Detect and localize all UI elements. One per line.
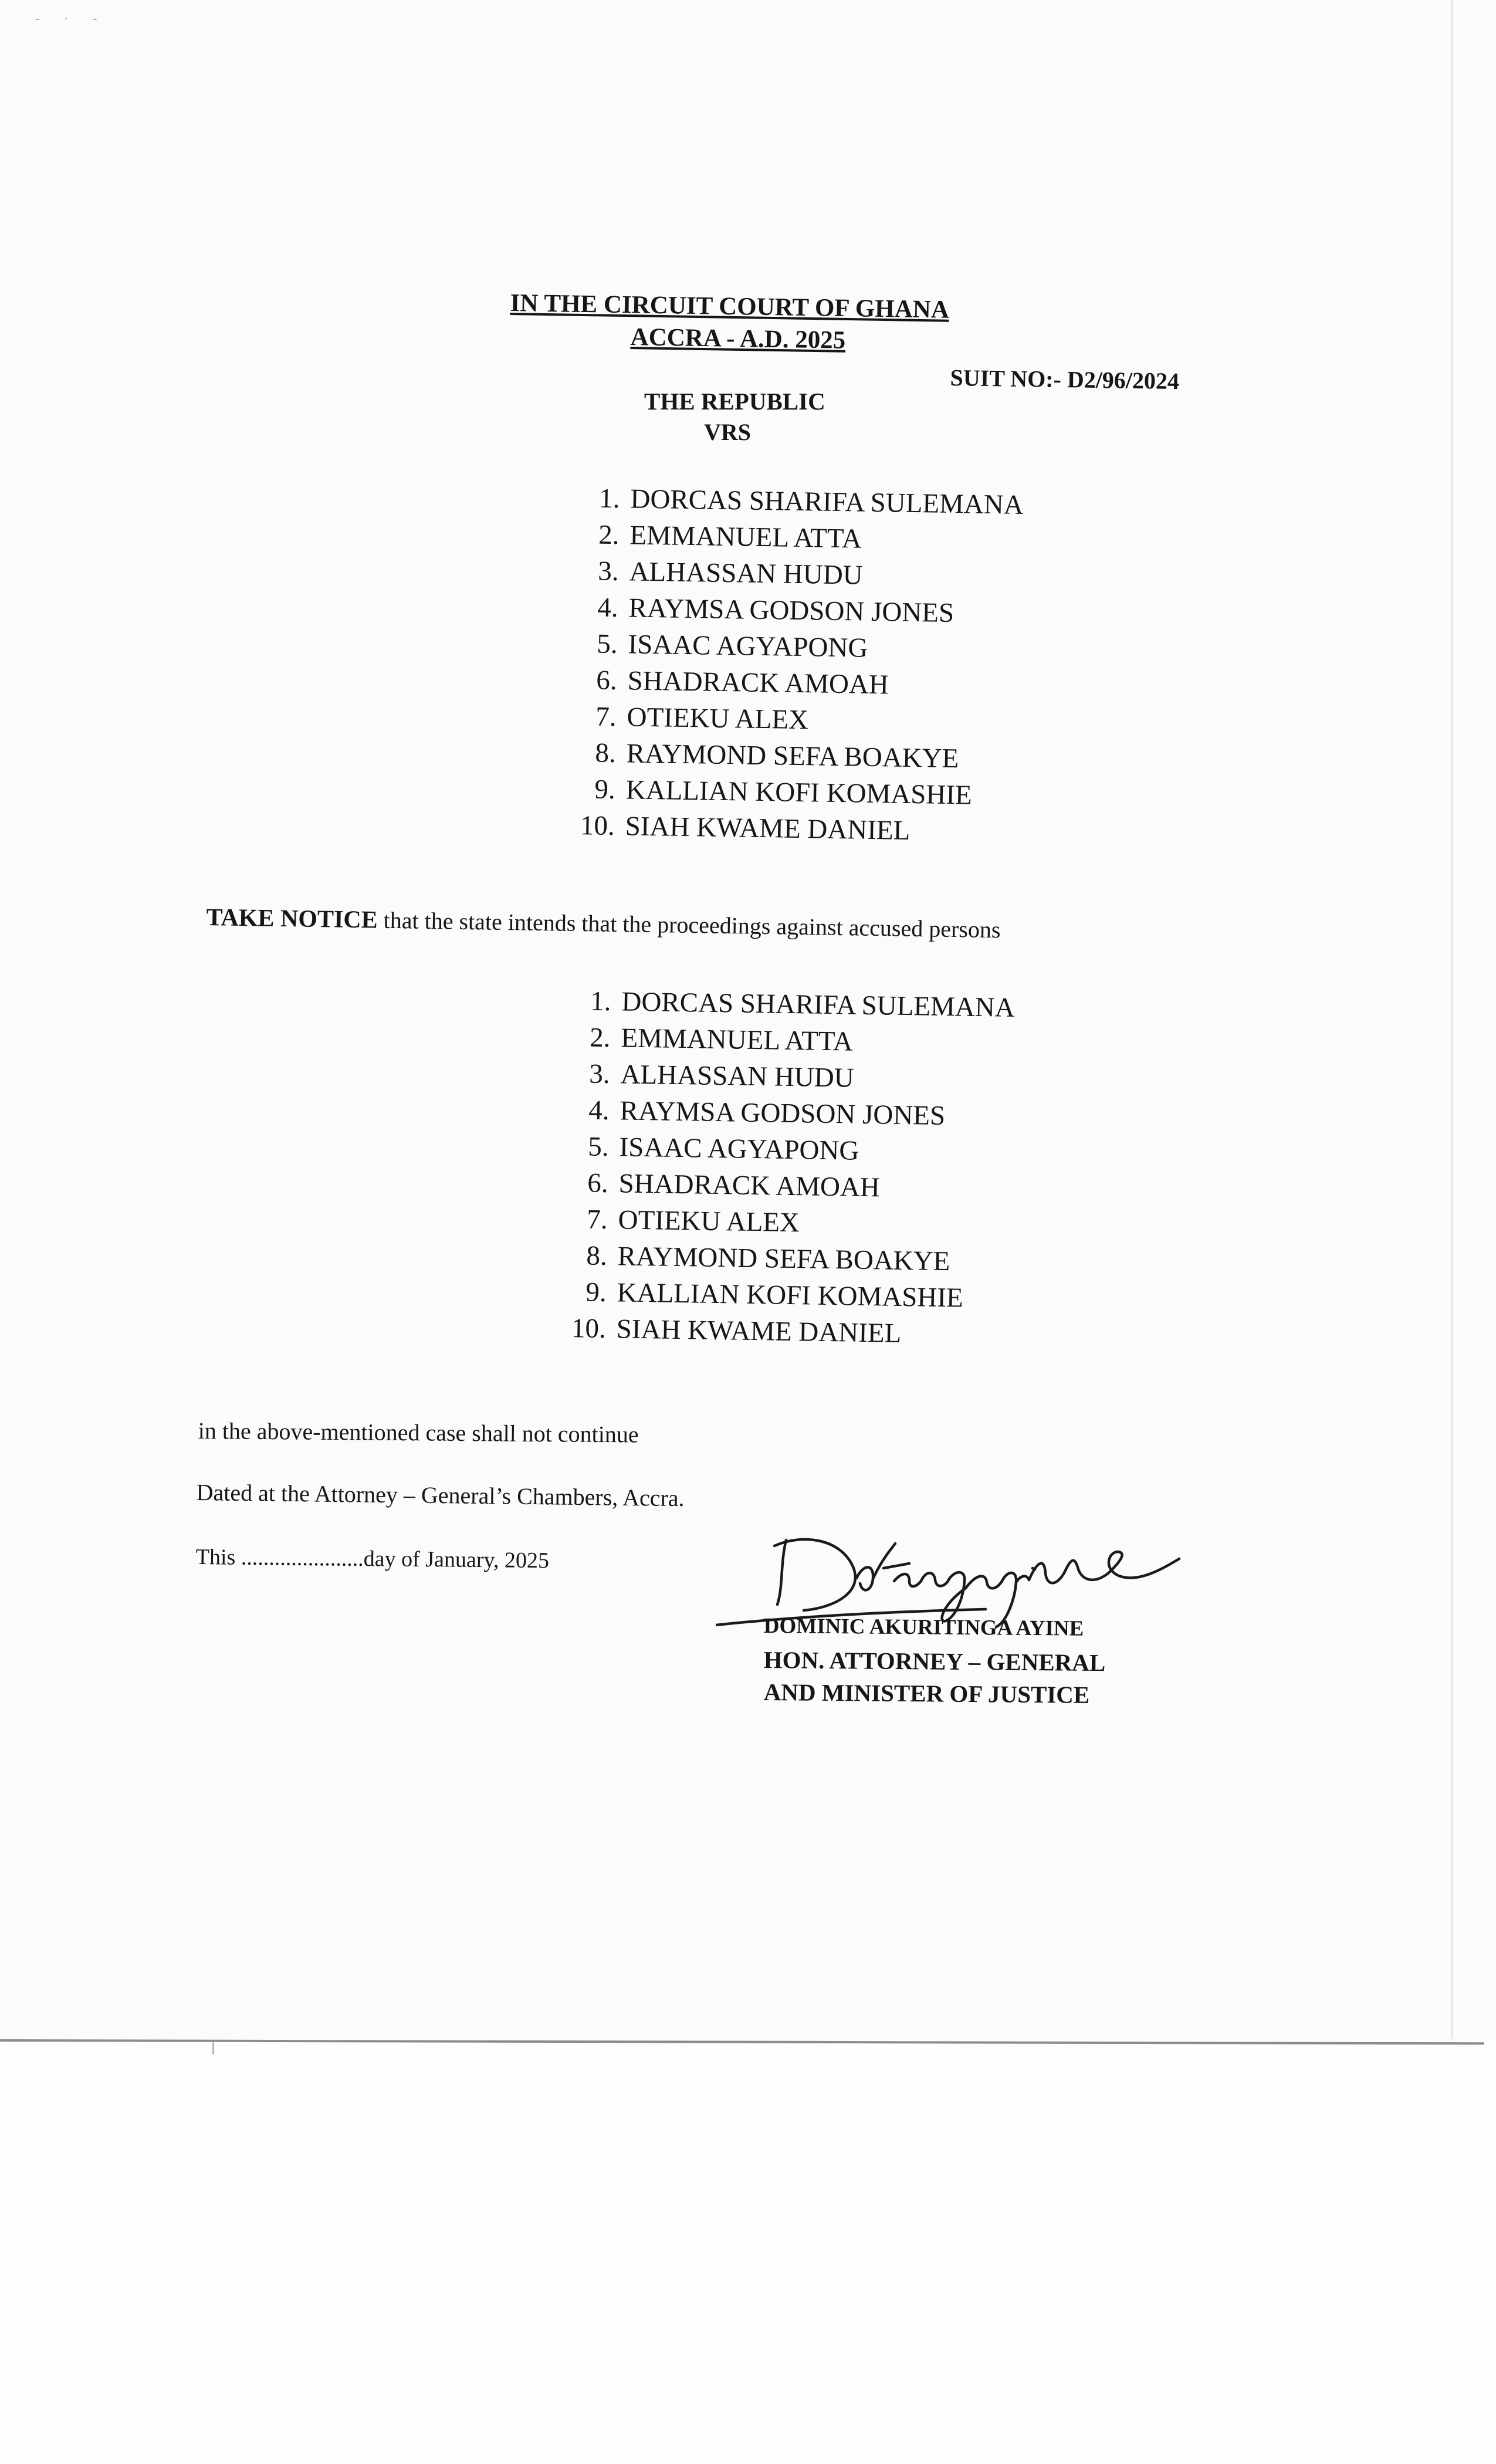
accused-name: EMMANUEL ATTA bbox=[629, 520, 862, 554]
list-item: 4. RAYMSA GODSON JONES bbox=[588, 1095, 946, 1132]
list-item: 9. KALLIAN KOFI KOMASHIE bbox=[585, 1277, 964, 1314]
list-item: 1. DORCAS SHARIFA SULEMANA bbox=[598, 483, 1024, 520]
accused-name: DORCAS SHARIFA SULEMANA bbox=[630, 483, 1024, 520]
plaintiff-name: THE REPUBLIC bbox=[644, 388, 825, 415]
list-item: 6. SHADRACK AMOAH bbox=[595, 665, 889, 700]
signatory-title-line2: AND MINISTER OF JUSTICE bbox=[763, 1678, 1090, 1708]
scan-edge-tick bbox=[212, 2042, 214, 2055]
accused-name: ALHASSAN HUDU bbox=[629, 556, 864, 591]
accused-name: SIAH KWAME DANIEL bbox=[616, 1314, 902, 1349]
accused-name: RAYMOND SEFA BOAKYE bbox=[617, 1241, 950, 1277]
suit-number: SUIT NO:- D2/96/2024 bbox=[950, 364, 1180, 395]
list-item: 8. RAYMOND SEFA BOAKYE bbox=[595, 737, 959, 774]
list-item: 10. SIAH KWAME DANIEL bbox=[571, 1313, 902, 1349]
list-item: 6. SHADRACK AMOAH bbox=[587, 1167, 881, 1203]
list-item: 5. ISAAC AGYAPONG bbox=[596, 628, 868, 664]
accused-name: RAYMSA GODSON JONES bbox=[620, 1095, 946, 1132]
accused-name: SHADRACK AMOAH bbox=[627, 665, 889, 700]
accused-name: ISAAC AGYAPONG bbox=[628, 629, 868, 664]
accused-name: OTIEKU ALEX bbox=[618, 1204, 800, 1238]
accused-name: KALLIAN KOFI KOMASHIE bbox=[617, 1277, 964, 1314]
accused-name: SHADRACK AMOAH bbox=[618, 1168, 881, 1203]
accused-name: RAYMOND SEFA BOAKYE bbox=[626, 738, 959, 774]
scan-speck: - · - bbox=[35, 12, 108, 26]
list-item: 8. RAYMOND SEFA BOAKYE bbox=[586, 1240, 950, 1277]
court-title: IN THE CIRCUIT COURT OF GHANA bbox=[510, 289, 950, 324]
list-item: 3. ALHASSAN HUDU bbox=[597, 556, 864, 591]
accused-list-first bbox=[572, 480, 1024, 851]
list-item: 9. KALLIAN KOFI KOMASHIE bbox=[594, 774, 973, 811]
accused-name: OTIEKU ALEX bbox=[627, 702, 809, 736]
accused-name: ALHASSAN HUDU bbox=[620, 1059, 855, 1094]
accused-list-second bbox=[563, 983, 1015, 1353]
accused-name: EMMANUEL ATTA bbox=[621, 1023, 854, 1057]
signatory-title-line1: HON. ATTORNEY – GENERAL bbox=[763, 1646, 1106, 1677]
accused-name: DORCAS SHARIFA SULEMANA bbox=[621, 986, 1016, 1023]
accused-name: RAYMSA GODSON JONES bbox=[628, 593, 955, 629]
list-item: 10. SIAH KWAME DANIEL bbox=[580, 810, 911, 846]
accused-name: SIAH KWAME DANIEL bbox=[625, 811, 911, 846]
continuation-text: in the above-mentioned case shall not continue bbox=[198, 1417, 639, 1448]
accused-name: ISAAC AGYAPONG bbox=[619, 1132, 859, 1166]
dated-text: Dated at the Attorney – General’s Chambers, Accra. bbox=[196, 1479, 685, 1512]
list-item: 2. EMMANUEL ATTA bbox=[598, 519, 862, 554]
list-item: 3. ALHASSAN HUDU bbox=[588, 1058, 855, 1094]
date-line: This ......................day of January, 2025 bbox=[195, 1545, 550, 1573]
list-item: 7. OTIEKU ALEX bbox=[587, 1204, 800, 1238]
list-item: 7. OTIEKU ALEX bbox=[595, 701, 809, 736]
versus-label: VRS bbox=[704, 419, 752, 445]
list-item: 2. EMMANUEL ATTA bbox=[589, 1022, 854, 1057]
accused-name: KALLIAN KOFI KOMASHIE bbox=[625, 774, 973, 811]
take-notice-text: that the state intends that the proceedings against accused persons bbox=[377, 906, 1001, 943]
scan-right-edge bbox=[1451, 0, 1453, 2039]
list-item: 5. ISAAC AGYAPONG bbox=[587, 1131, 859, 1166]
list-item: 1. DORCAS SHARIFA SULEMANA bbox=[590, 986, 1016, 1023]
list-item: 4. RAYMSA GODSON JONES bbox=[597, 592, 955, 629]
take-notice-lead: TAKE NOTICE bbox=[206, 903, 378, 934]
signatory-name: DOMINIC AKURITINGA AYINE bbox=[763, 1614, 1084, 1641]
court-location-year: ACCRA - A.D. 2025 bbox=[630, 323, 846, 354]
